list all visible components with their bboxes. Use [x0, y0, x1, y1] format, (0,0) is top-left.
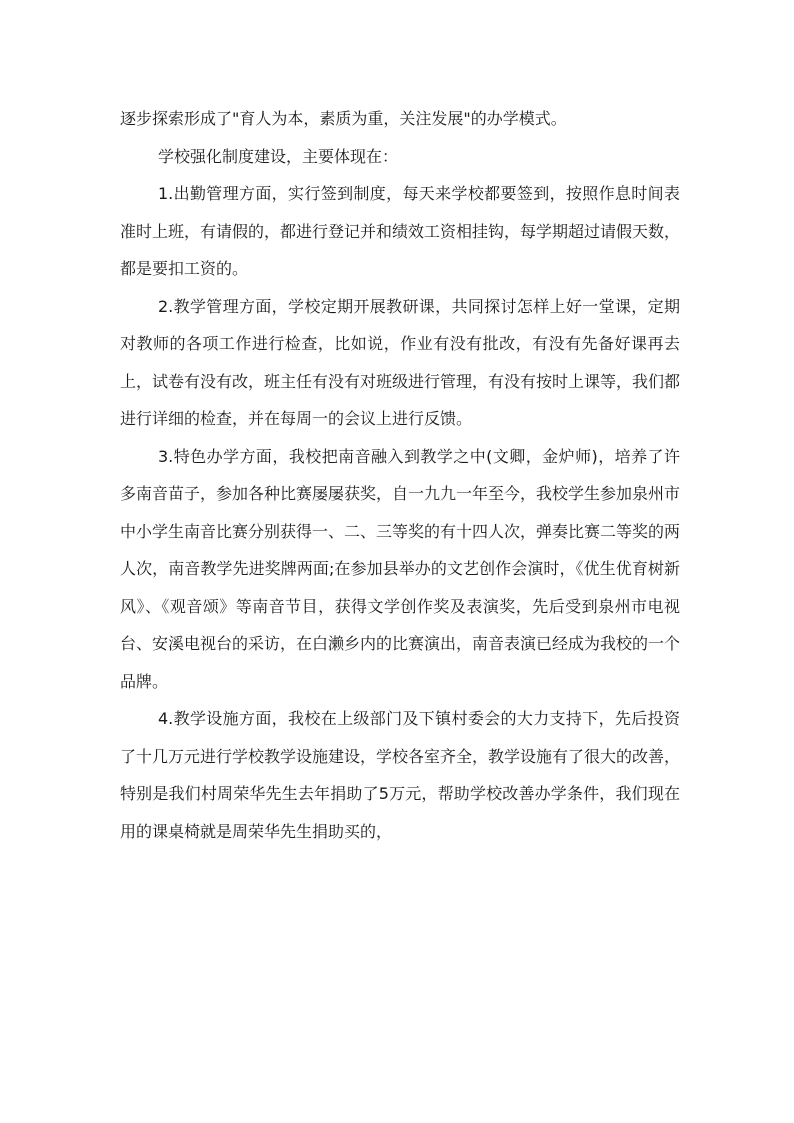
paragraph-attendance: 1.出勤管理方面，实行签到制度，每天来学校都要签到，按照作息时间表准时上班，有请假的，都进行登记并和绩效工资相挂钩，每学期超过请假天数，都是要扣工资的。: [120, 184, 681, 278]
paragraph-facilities: 4.教学设施方面，我校在上级部门及下镇村委会的大力支持下，先后投资了十几万元进行学校教学设施建设，学校各室齐全，教学设施有了很大的改善，特别是我们村周荣华先生去年捐助了5万元，帮助学校改善办学条件，我们现在用的课桌椅就是周荣华先生捐助买的，: [120, 709, 681, 841]
paragraph-special-programs: 3.特色办学方面，我校把南音融入到教学之中(文卿，金炉师)，培养了许多南音苗子，参加各种比赛屡屡获奖，自一九九一年至今，我校学生参加泉州市中小学生南音比赛分别获得一、二、三等奖的有十四人次，弹奏比赛二等奖的两人次，南音教学先进奖牌两面;在参加县举办的文艺创作会演时，《优生优育树新风》、《观音颂》等南音节目，获得文学创作奖及表演奖，先后受到泉州市电视台、安溪电视台的采访，在白濑乡内的比赛演出，南音表演已经成为我校的一个品牌。: [120, 446, 681, 691]
paragraph-intro: 学校强化制度建设，主要体现在：: [158, 146, 399, 166]
paragraph-teaching-management: 2.教学管理方面，学校定期开展教研课，共同探讨怎样上好一堂课，定期对教师的各项工作进行检查，比如说，作业有没有批改，有没有先备好课再去上，试卷有没有改，班主任有没有对班级进行管理，有没有按时上课等，我们都进行详细的检查，并在每周一的会议上进行反馈。: [120, 296, 681, 428]
document-body: [120, 100, 680, 850]
paragraph-continuation: 逐步探索形成了"育人为本，素质为重，关注发展"的办学模式。: [120, 109, 567, 128]
